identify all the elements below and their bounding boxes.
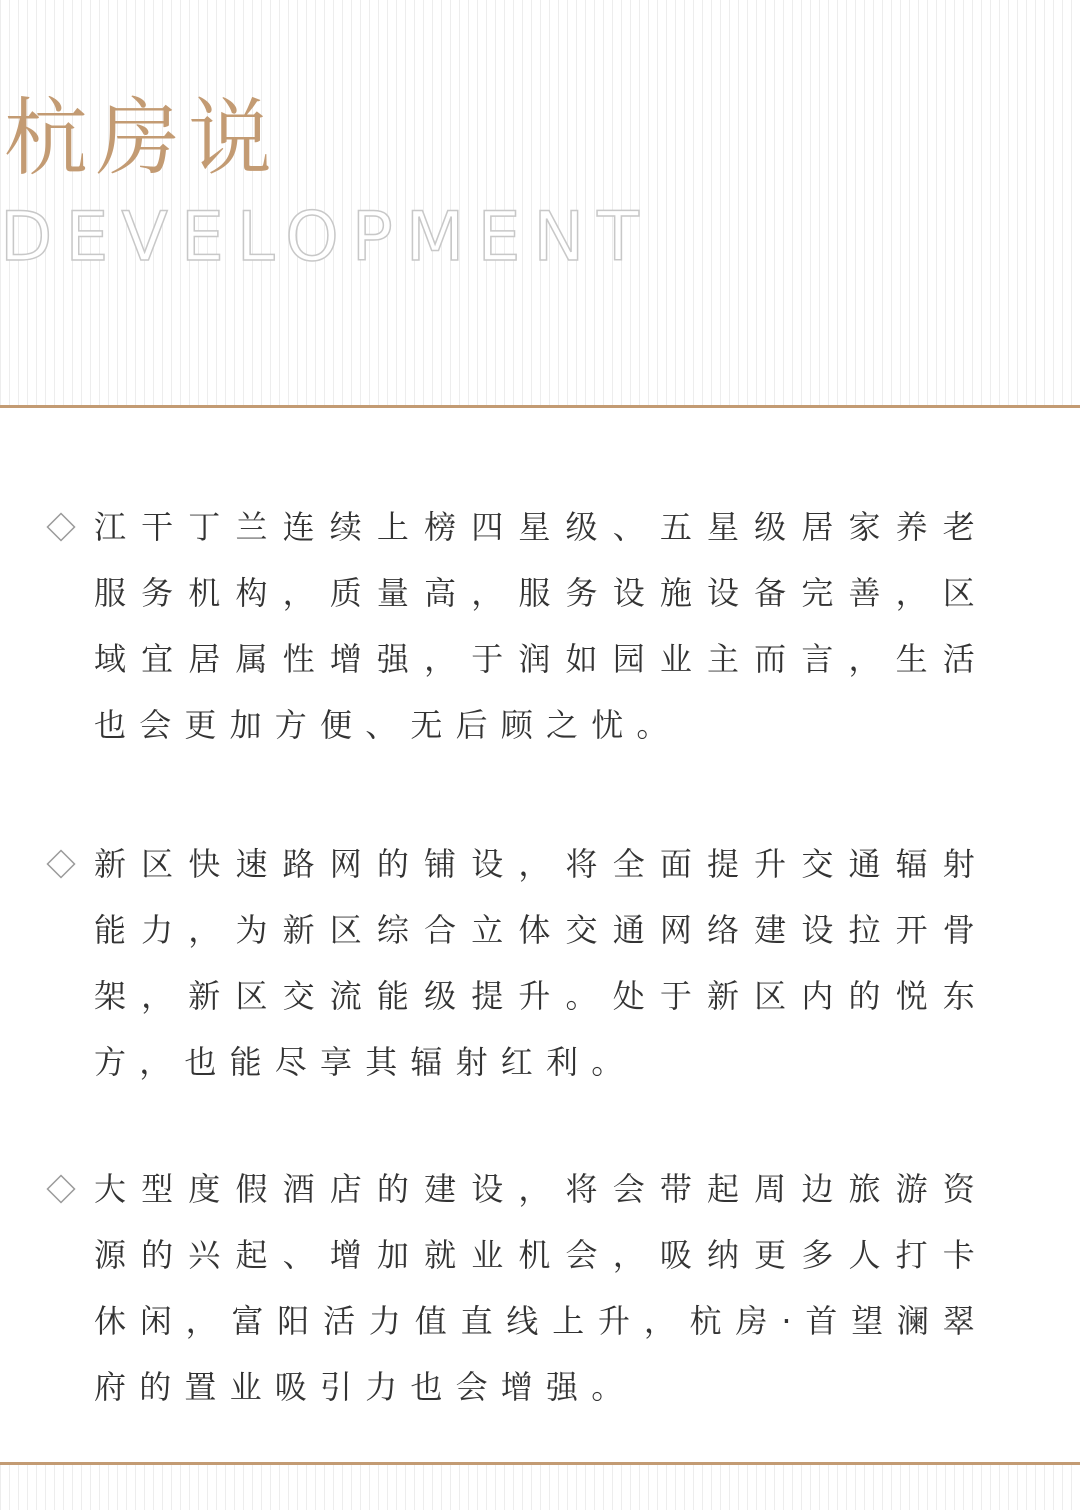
diamond-outline-icon <box>46 849 76 879</box>
diamond-outline-icon <box>46 512 76 542</box>
top-divider <box>0 405 1080 408</box>
diamond-outline-icon <box>46 1174 76 1204</box>
list-item-text: 大型度假酒店的建设，将会带起周边旅游资源的兴起、增加就业机会，吸纳更多人打卡休闲，富阳活力值直线上升，杭房·首望澜翠府的置业吸引力也会增强。 <box>94 1170 988 1406</box>
header-banner <box>0 0 1080 407</box>
list-item-text: 新区快速路网的铺设，将全面提升交通辐射能力，为新区综合立体交通网络建设拉开骨架，新区交流能级提升。处于新区内的悦东方，也能尽享其辐射红利。 <box>94 845 988 1081</box>
list-item-text: 江干丁兰连续上榜四星级、五星级居家养老服务机构，质量高，服务设施设备完善，区域宜居属性增强，于润如园业主而言，生活也会更加方便、无后顾之忧。 <box>94 508 988 744</box>
footer-pattern <box>0 1465 1080 1510</box>
page-title: 杭房说 <box>4 89 281 187</box>
page-subtitle: DEVELOPMENT <box>0 198 652 277</box>
